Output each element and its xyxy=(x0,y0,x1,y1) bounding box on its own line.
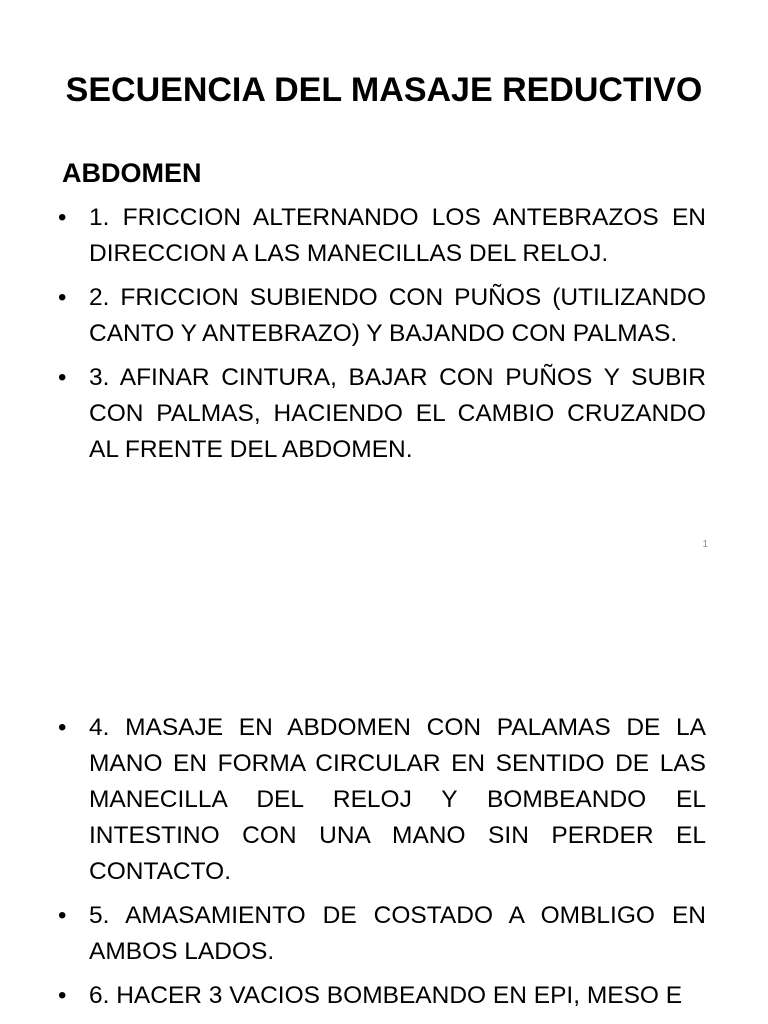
bullet-list-1 xyxy=(58,200,706,476)
page-title: SECUENCIA DEL MASAJE REDUCTIVO xyxy=(65,71,703,109)
bullet-item xyxy=(58,978,706,1014)
bullet-text: 1. FRICCION ALTERNANDO LOS ANTEBRAZOS EN DIRECCION A LAS MANECILLAS DEL RELOJ. xyxy=(89,204,706,267)
bullet-text: 2. FRICCION SUBIENDO CON PUÑOS (UTILIZANDO CANTO Y ANTEBRAZO) Y BAJANDO CON PALMAS. xyxy=(89,284,706,347)
page-number: 1 xyxy=(702,539,708,550)
bullet-item xyxy=(58,200,706,272)
bullet-icon: • xyxy=(58,982,67,1009)
bullet-icon: • xyxy=(58,204,67,231)
bullet-item xyxy=(58,280,706,352)
bullet-text: 6. HACER 3 VACIOS BOMBEANDO EN EPI, MESO E xyxy=(89,982,683,1009)
section-heading-abdomen: ABDOMEN xyxy=(62,158,202,188)
bullet-item xyxy=(58,360,706,468)
bullet-text: 3. AFINAR CINTURA, BAJAR CON PUÑOS Y SUBIR CON PALMAS, HACIENDO EL CAMBIO CRUZANDO AL FRENTE DEL ABDOMEN. xyxy=(89,364,706,463)
bullet-list-2 xyxy=(58,710,706,1022)
bullet-icon: • xyxy=(58,364,67,391)
bullet-text: 4. MASAJE EN ABDOMEN CON PALAMAS DE LA MANO EN FORMA CIRCULAR EN SENTIDO DE LAS MANECILLA DEL RELOJ Y BOMBEANDO EL INTESTINO CON UNA MANO SIN PERDER EL CONTACTO. xyxy=(89,714,706,885)
bullet-icon: • xyxy=(58,284,67,311)
bullet-item xyxy=(58,898,706,970)
bullet-text: 5. AMASAMIENTO DE COSTADO A OMBLIGO EN AMBOS LADOS. xyxy=(89,902,706,965)
bullet-icon: • xyxy=(58,902,67,929)
slide-2 xyxy=(0,560,768,1024)
bullet-icon: • xyxy=(58,714,67,741)
bullet-item xyxy=(58,710,706,890)
